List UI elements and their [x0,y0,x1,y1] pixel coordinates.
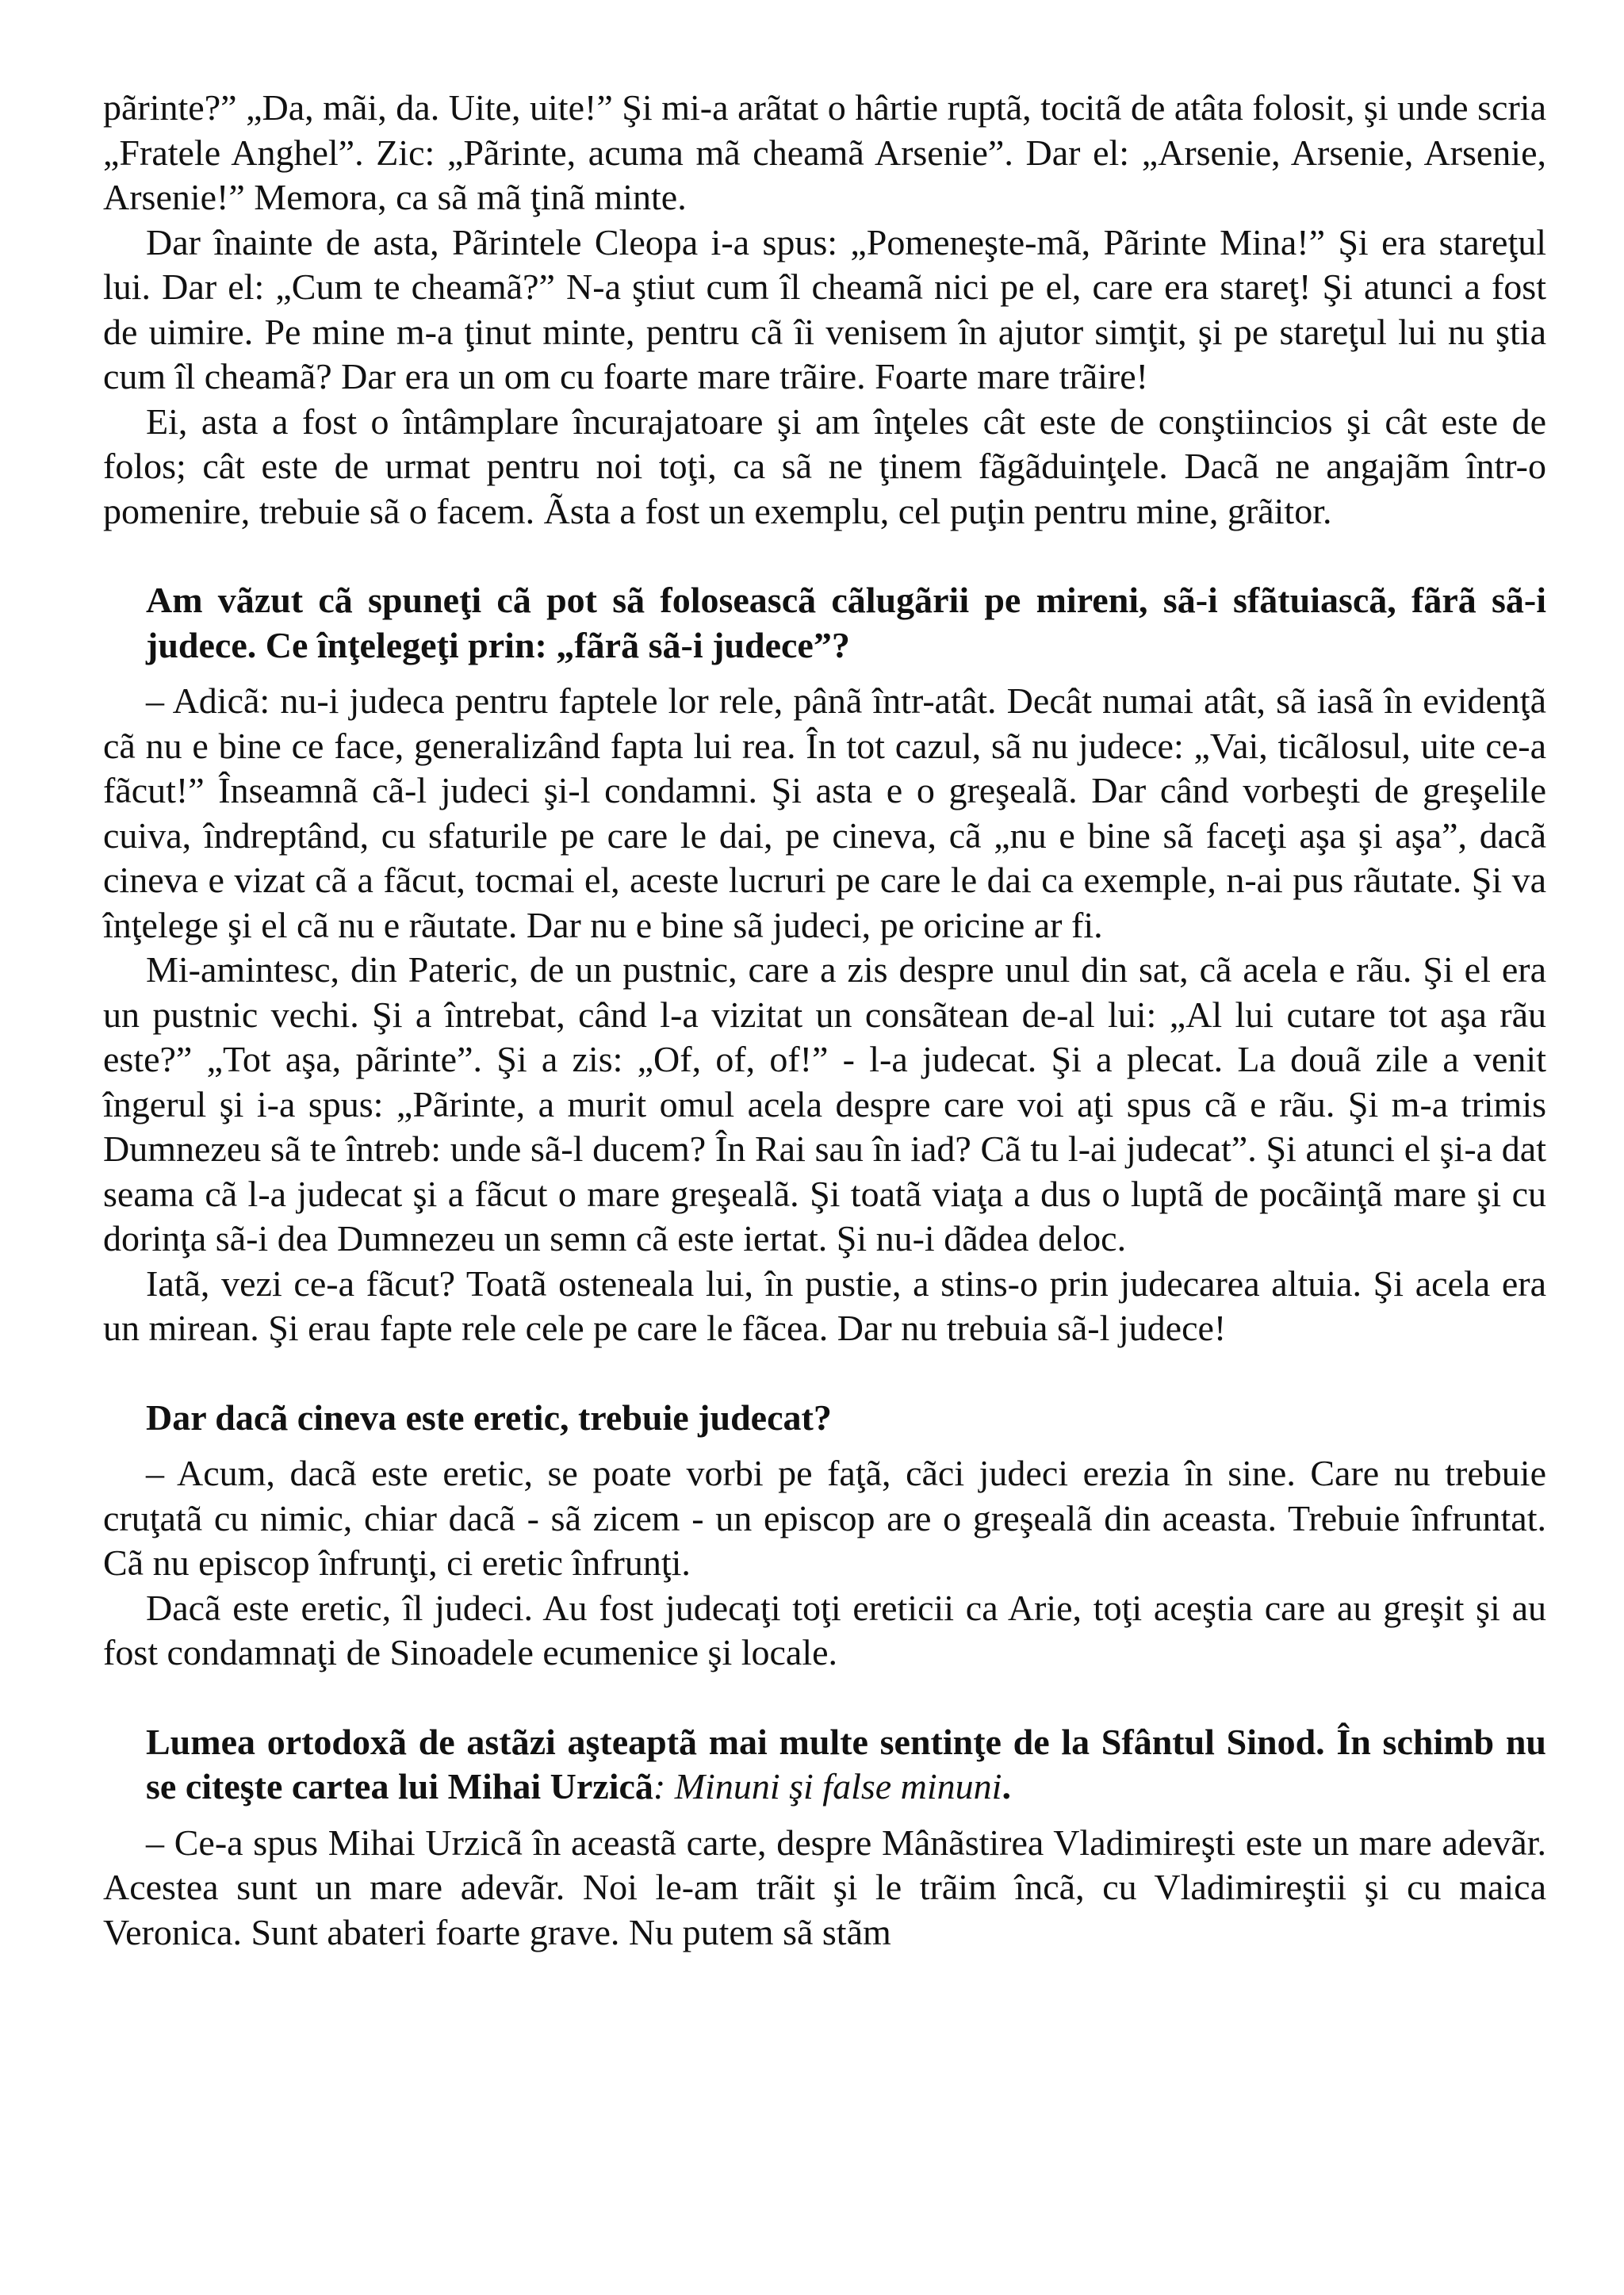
question-text: Lumea ortodoxã de astãzi aşteaptã mai multe sentinţe de la Sfântul Sinod. În schimb nu se citeşte cartea lui Mihai Urzicã [146,1721,1546,1806]
document-page [103,86,1546,1955]
book-title: : Minuni şi false minuni [653,1766,1002,1806]
paragraph: pãrinte?” „Da, mãi, da. Uite, uite!” Şi mi-a arãtat o hârtie ruptã, tocitã de atâta folosit, şi unde scria „Fratele Anghel”. Zic: „Pãrinte, acuma mã cheamã Arsenie”. Dar el: „Arsenie, Arsenie, Arsenie, Arsenie!” Memora, ca sã mã ţinã minte. [103,87,1546,217]
paragraph: Mi-amintesc, din Pateric, de un pustnic, care a zis despre unul din sat, cã acela e rãu. Şi el era un pustnic vechi. Şi a întrebat, când l-a vizitat un consãtean de-al lui: „Al lui cutare tot aşa rãu este?” „Tot aşa, pãrinte”. Şi a zis: „Of, of, of!” - l-a judecat. Şi a plecat. La douã zile a venit îngerul şi i-a spus: „Pãrinte, a murit omul acela despre care voi aţi spus cã e rãu. Şi m-a trimis Dumnezeu sã te întreb: unde sã-l ducem? În Rai sau în iad? Cã tu l-ai judecat”. Şi atunci el şi-a dat seama cã l-a judecat şi a fãcut o mare greşealã. Şi toatã viaţa a dus o luptã de pocãinţã mare şi cu dorinţa sã-i dea Dumnezeu un semn cã este iertat. Şi nu-i dãdea deloc. [103,949,1546,1259]
question-heading: Am vãzut cã spuneţi cã pot sã foloseascã cãlugãrii pe mireni, sã-i sfãtuiascã, fãrã sã-i judece. Ce înţelegeţi prin: „fãrã sã-i judece”? [146,580,1546,665]
answer-paragraph: – Acum, dacã este eretic, se poate vorbi pe faţã, cãci judeci erezia în sine. Care nu trebuie cruţatã cu nimic, chiar dacã - sã zicem - un episcop are o greşealã din aceasta. Trebuie înfruntat. Cã nu episcop înfrunţi, ci eretic înfrunţi. [103,1453,1546,1583]
question-heading [146,1720,1546,1810]
paragraph: Iatã, vezi ce-a fãcut? Toatã osteneala lui, în pustie, a stins-o prin judecarea altuia. Şi acela era un mirean. Şi erau fapte rele cele pe care le fãcea. Dar nu trebuia sã-l judece! [103,1262,1546,1348]
paragraph: Dacã este eretic, îl judeci. Au fost judecaţi toţi ereticii ca Arie, toţi aceştia care au greşit şi au fost condamnaţi de Sinoadele ecumenice şi locale. [103,1587,1546,1672]
paragraph: Ei, asta a fost o întâmplare încurajatoare şi am înţeles cât este de conştiincios şi cât este de folos; cât este de urmat pentru noi toţi, ca sã ne ţinem fãgãduinţele. Dacã ne angajãm într-o pomenire, trebuie sã o facem. Ãsta a fost un exemplu, cel puţin pentru mine, grãitor. [103,400,1546,531]
paragraph: Dar înainte de asta, Pãrintele Cleopa i-a spus: „Pomeneşte-mã, Pãrinte Mina!” Şi era stareţul lui. Dar el: „Cum te cheamã?” N-a ştiut cum îl cheamã nici pe el, care era stareţ! Şi atunci a fost de uimire. Pe mine m-a ţinut minte, pentru cã îi venisem în ajutor simţit, şi pe stareţul lui nu ştia cum îl cheamã? Dar era un om cu foarte mare trãire. Foarte mare trãire! [103,221,1546,397]
question-heading: Dar dacã cineva este eretic, trebuie judecat? [146,1397,832,1438]
answer-paragraph: – Adicã: nu-i judeca pentru faptele lor rele, pânã într-atât. Decât numai atât, sã iasã în evidenţã cã nu e bine ce face, generalizând fapta lui rea. În tot cazul, sã nu judece: „Vai, ticãlosul, uite ce-a fãcut!” Înseamnã cã-l judeci şi-l condamni. Şi asta e o greşealã. Dar când vorbeşti de greşelile cuiva, îndreptând, cu sfaturile pe care le dai, pe cineva, cã „nu e bine sã faceţi aşa şi aşa”, dacã cineva e vizat cã a fãcut, tocmai el, aceste lucruri pe care le dai ca exemple, n-ai pus rãutate. Şi va înţelege şi el cã nu e rãutate. Dar nu e bine sã judeci, pe oricine ar fi. [103,680,1546,945]
answer-paragraph: – Ce-a spus Mihai Urzicã în aceastã carte, despre Mânãstirea Vladimireşti este un mare adevãr. Acestea sunt un mare adevãr. Noi le-am trãit şi le trãim încã, cu Vladimireştii şi cu maica Veronica. Sunt abateri foarte grave. Nu putem sã stãm [103,1822,1546,1952]
question-tail: . [1002,1766,1011,1806]
